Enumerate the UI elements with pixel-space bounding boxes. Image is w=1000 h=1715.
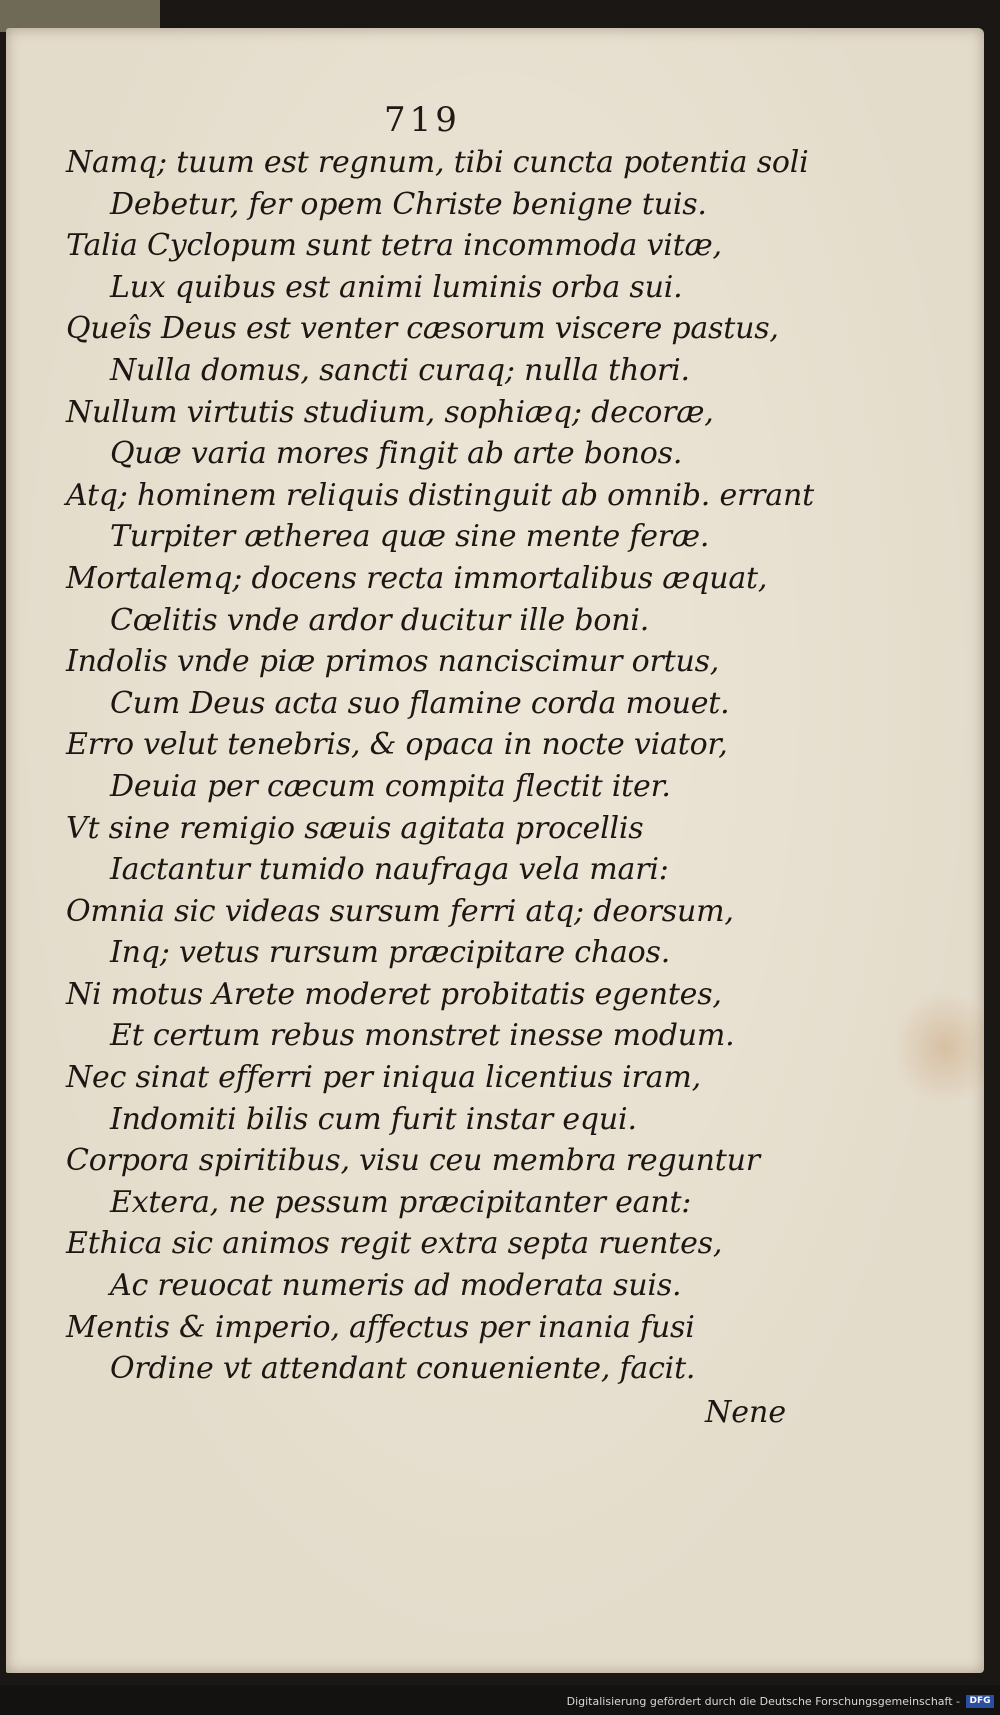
verse-line: Namq; tuum est regnum, tibi cuncta potentia soli: [66, 145, 809, 180]
footer-bar: [0, 1685, 1000, 1715]
verse-line: Erro velut tenebris, & opaca in nocte viator,: [66, 727, 728, 763]
catchword: Nene: [705, 1395, 787, 1430]
verse-line: Debetur, fer opem Christe benigne tuis.: [110, 186, 707, 222]
verse-text-block: [66, 142, 826, 1390]
verse-line: Extera, ne pessum præcipitanter eant:: [110, 1184, 692, 1220]
verse-line: Ordine vt attendant conueniente, facit.: [110, 1351, 696, 1387]
verse-line: Nec sinat efferri per iniqua licentius iram,: [66, 1060, 701, 1096]
verse-line: Cum Deus acta suo flamine corda mouet.: [110, 685, 730, 721]
verse-line: Nulla domus, sancti curaq; nulla thori.: [110, 352, 690, 388]
verse-line: Atq; hominem reliquis distinguit ab omnib. errant: [66, 477, 814, 513]
verse-line: Vt sine remigio sæuis agitata procellis: [66, 810, 644, 846]
verse-line: Nullum virtutis studium, sophiæq; decoræ,: [66, 394, 714, 430]
verse-line: Et certum rebus monstret inesse modum.: [110, 1018, 735, 1054]
verse-line: Quæ varia mores fingit ab arte bonos.: [110, 436, 683, 472]
verse-line: Omnia sic videas sursum ferri atq; deorsum,: [66, 893, 734, 929]
verse-line: Indolis vnde piæ primos nanciscimur ortus,: [66, 644, 720, 680]
verse-line: Mortalemq; docens recta immortalibus æquat,: [66, 560, 768, 596]
dfg-logo-icon: DFG: [966, 1695, 994, 1708]
verse-line: Deuia per cæcum compita flectit iter.: [110, 768, 671, 804]
verse-line: Mentis & imperio, affectus per inania fusi: [66, 1309, 695, 1345]
verse-line: Corpora spiritibus, visu ceu membra reguntur: [66, 1143, 760, 1179]
digitization-credit: Digitalisierung gefördert durch die Deutsche Forschungsgemeinschaft -: [566, 1695, 960, 1708]
verse-line: Ac reuocat numeris ad moderata suis.: [110, 1268, 682, 1304]
page-number: 719: [384, 100, 461, 140]
verse-line: Turpiter ætherea quæ sine mente feræ.: [110, 519, 710, 555]
verse-line: Indomiti bilis cum furit instar equi.: [110, 1101, 637, 1137]
verse-line: Ethica sic animos regit extra septa ruentes,: [66, 1226, 723, 1262]
verse-line: Queîs Deus est venter cæsorum viscere pastus,: [66, 311, 779, 347]
verse-line: Lux quibus est animi luminis orba sui.: [110, 269, 683, 305]
verse-line: Talia Cyclopum sunt tetra incommoda vitæ,: [66, 228, 722, 264]
verse-line: Cœlitis vnde ardor ducitur ille boni.: [110, 602, 650, 638]
verse-line: Ni motus Arete moderet probitatis egentes,: [66, 976, 722, 1012]
verse-line: Iactantur tumido naufraga vela mari:: [110, 852, 669, 888]
verse-line: Inq; vetus rursum præcipitare chaos.: [110, 935, 671, 971]
